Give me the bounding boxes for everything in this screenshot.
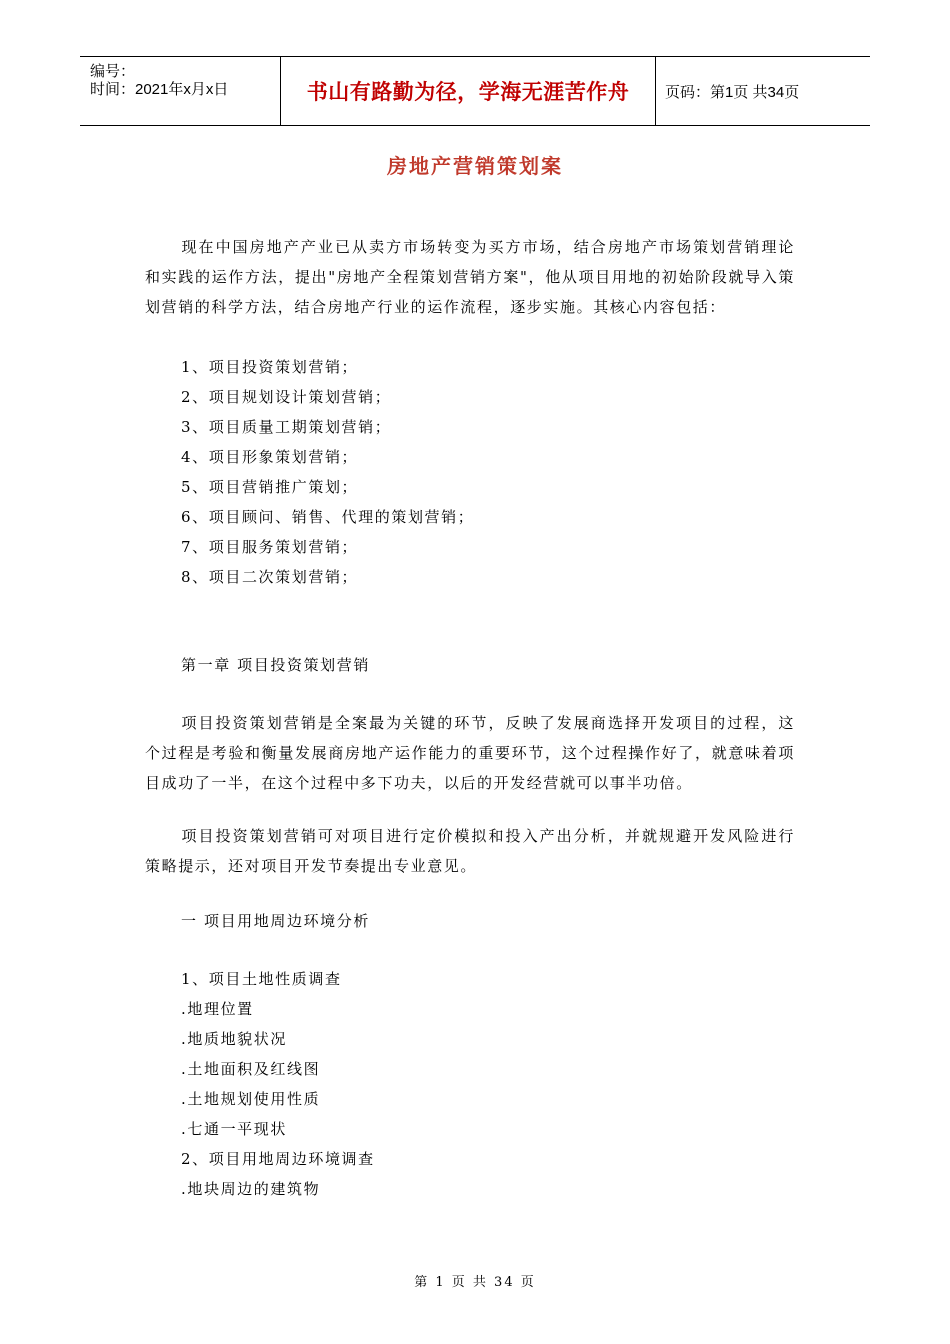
page-footer: 第 1 页 共 34 页: [414, 1275, 536, 1290]
chapter-paragraph-2: [145, 821, 795, 881]
chapter-paragraph-1-text: 项目投资策划营销是全案最为关键的环节，反映了发展商选择开发项目的过程，这个过程是考验和衡量发展商房地产运作能力的重要环节，这个过程操作好了，就意味着项目成功了一半，在这个过程中多下功夫，以后的开发经营就可以事半功倍。: [145, 714, 795, 792]
core-item-8: 8、项目二次策划营销；: [181, 568, 359, 586]
core-item-1: 1、项目投资策划营销；: [181, 358, 359, 376]
core-item-4: 4、项目形象策划营销；: [181, 448, 359, 466]
header-meta-cell: [80, 57, 280, 125]
document-title: 房地产营销策划案: [387, 154, 563, 178]
intro-text: 现在中国房地产产业已从卖方市场转变为买方市场，结合房地产市场策划营销理论和实践的运作方法，提出"房地产全程策划营销方案"，他从项目用地的初始阶段就导入策划营销的科学方法，结合房地产行业的运作流程，逐步实施。其核心内容包括：: [145, 238, 795, 316]
chapter-paragraph-2-text: 项目投资策划营销可对项目进行定价模拟和投入产出分析，并就规避开发风险进行策略提示，还对项目开发节奏提出专业意见。: [145, 827, 795, 875]
subsection-1-heading: 1、项目土地性质调查: [181, 970, 342, 988]
time-label: 时间：2021年x月x日: [90, 81, 229, 98]
subsection-1-item: .土地规划使用性质: [181, 1090, 321, 1108]
document-header: [80, 56, 870, 126]
number-label: 编号：: [90, 63, 136, 80]
core-item-7: 7、项目服务策划营销；: [181, 538, 359, 556]
header-motto-cell: [280, 57, 656, 125]
subsection-1-item: .地理位置: [181, 1000, 254, 1018]
section-heading: 一 项目用地周边环境分析: [181, 912, 370, 930]
subsection-1-item: .七通一平现状: [181, 1120, 287, 1138]
page-label: 页码：第1页 共34页: [665, 83, 800, 101]
header-page-cell: [655, 57, 870, 125]
motto-text: 书山有路勤为径，学海无涯苦作舟: [306, 80, 630, 104]
core-item-6: 6、项目顾问、销售、代理的策划营销；: [181, 508, 475, 526]
core-item-2: 2、项目规划设计策划营销；: [181, 388, 392, 406]
chapter-heading: 第一章 项目投资策划营销: [181, 656, 370, 674]
subsection-1-item: .地质地貌状况: [181, 1030, 287, 1048]
subsection-2-item: .地块周边的建筑物: [181, 1180, 321, 1198]
core-item-3: 3、项目质量工期策划营销；: [181, 418, 392, 436]
subsection-2-heading: 2、项目用地周边环境调查: [181, 1150, 375, 1168]
core-item-5: 5、项目营销推广策划；: [181, 478, 359, 496]
intro-paragraph: [145, 232, 795, 322]
subsection-1-item: .土地面积及红线图: [181, 1060, 321, 1078]
chapter-paragraph-1: [145, 708, 795, 798]
